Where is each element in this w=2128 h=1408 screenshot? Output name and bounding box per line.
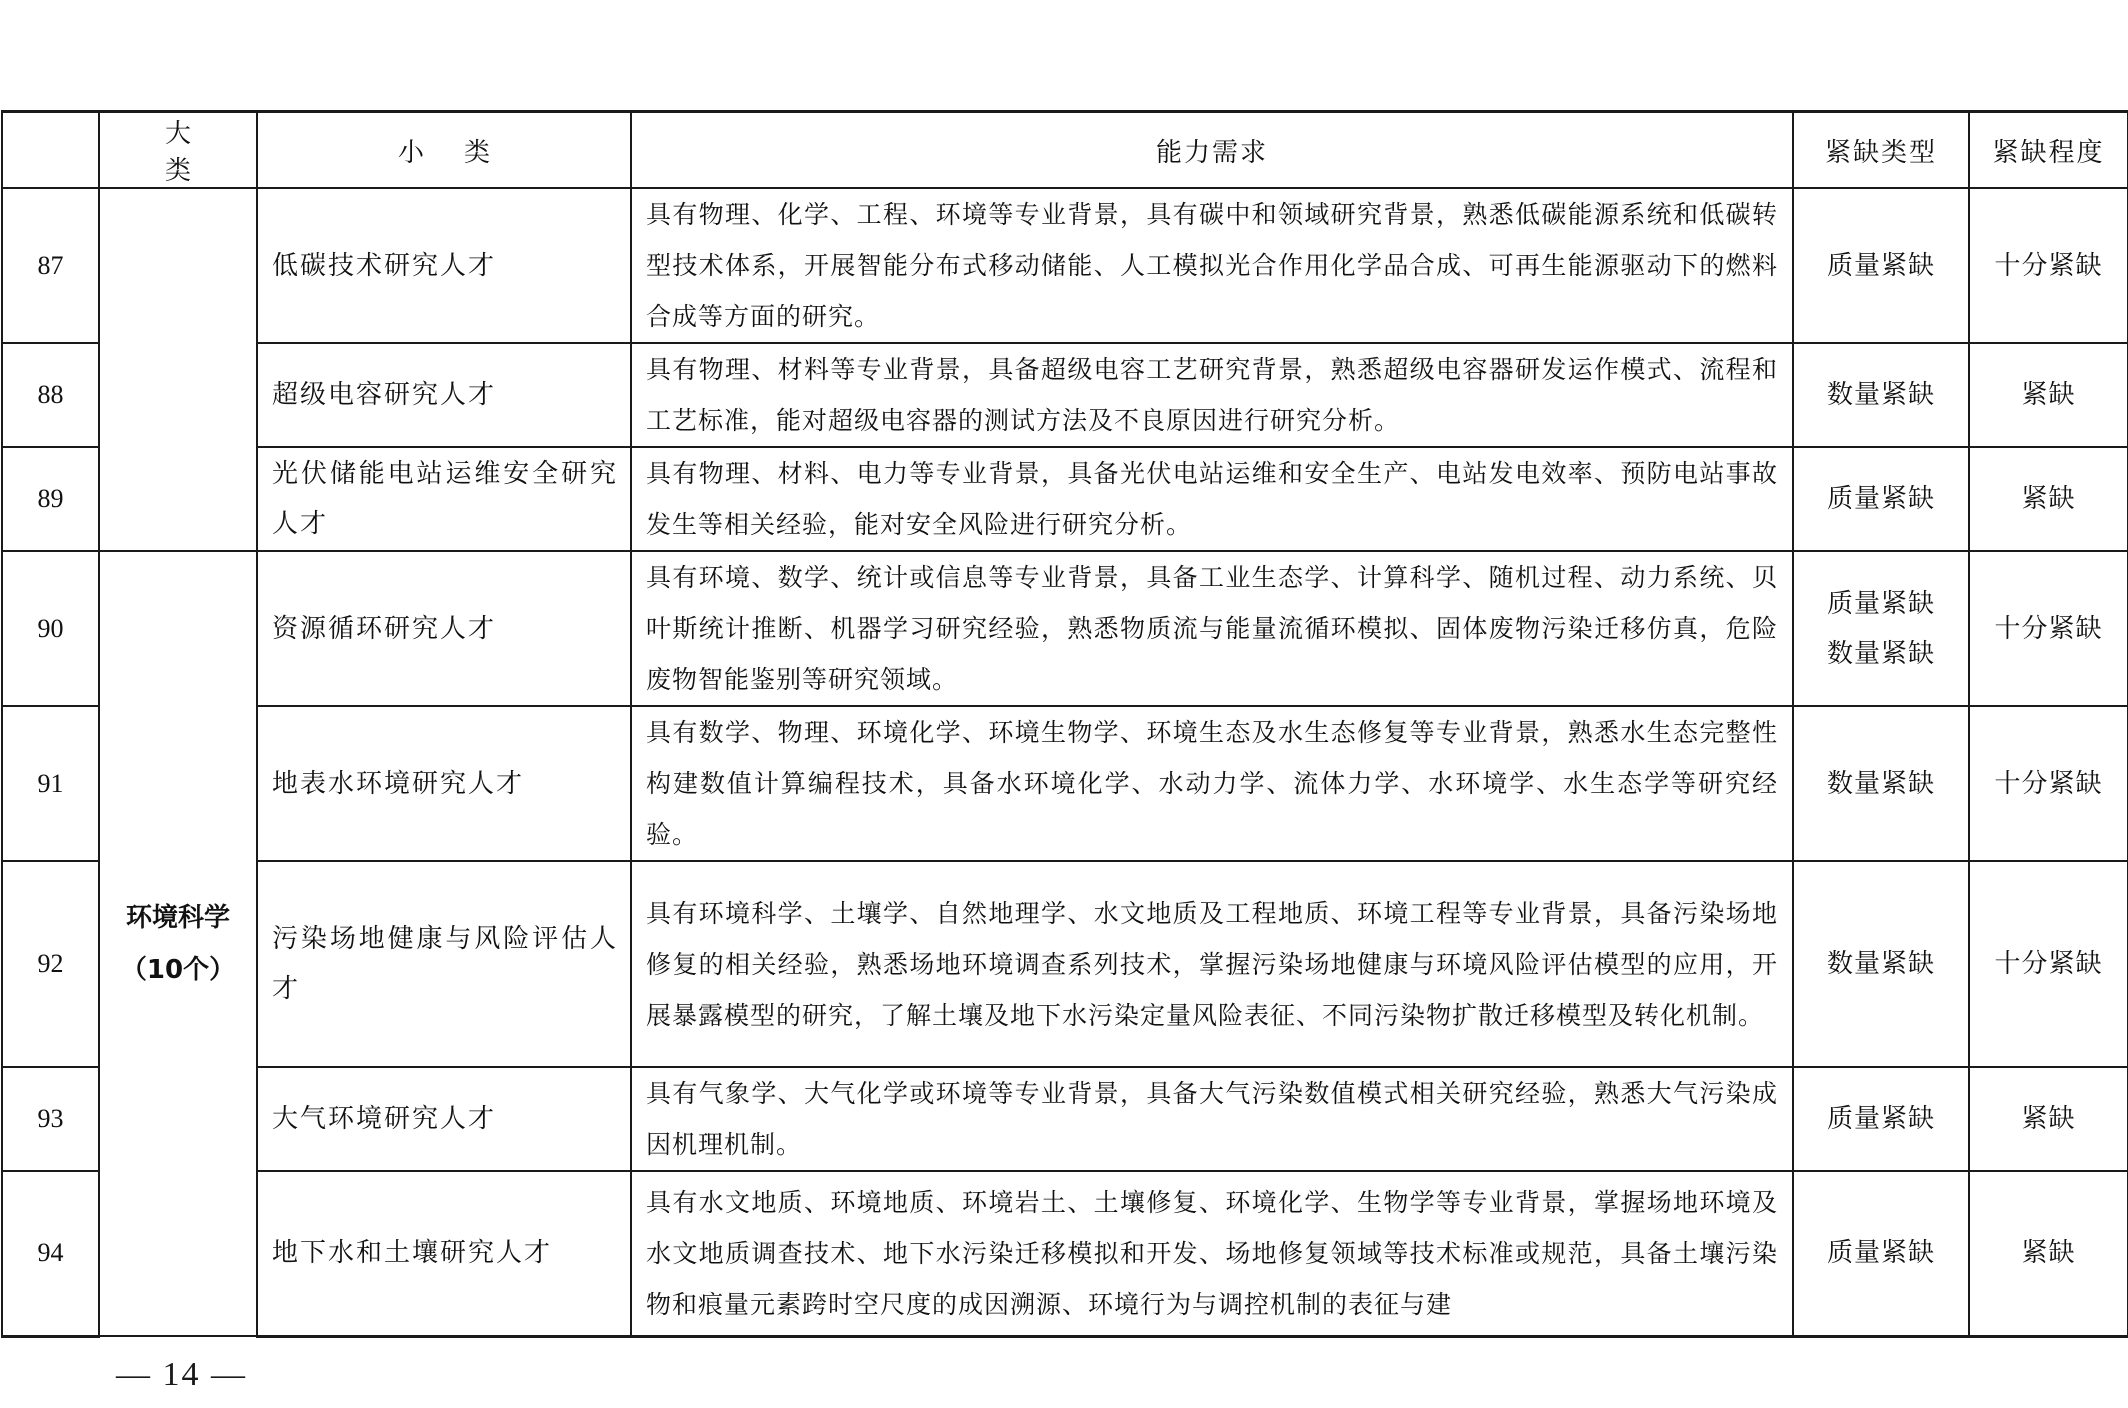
shortage-type-cell [1793, 551, 1969, 706]
talent-shortage-table [1, 110, 2128, 1338]
requirement-cell: 具有气象学、大气化学或环境等专业背景，具备大气污染数值模式相关研究经验，熟悉大气污染成因机理机制。 [631, 1067, 1793, 1171]
row-number: 92 [2, 861, 99, 1067]
shortage-level-cell: 紧缺 [1969, 447, 2128, 551]
table-header-row [2, 112, 2128, 189]
shortage-level-cell: 紧缺 [1969, 1171, 2128, 1336]
shortage-level-cell: 紧缺 [1969, 343, 2128, 447]
subcategory-cell: 资源循环研究人才 [257, 551, 631, 706]
table-row [2, 551, 2128, 706]
header-category: 大类 [99, 112, 257, 189]
row-number: 90 [2, 551, 99, 706]
subcategory-cell: 大气环境研究人才 [257, 1067, 631, 1171]
shortage-type-value: 数量紧缺 [1826, 768, 1935, 799]
table-row [2, 861, 2128, 1067]
shortage-type-value: 质量紧缺 [1826, 250, 1935, 281]
shortage-level-cell: 十分紧缺 [1969, 706, 2128, 861]
table-row [2, 1171, 2128, 1336]
requirement-cell: 具有环境科学、土壤学、自然地理学、水文地质及工程地质、环境工程等专业背景，具备污染场地修复的相关经验，熟悉场地环境调查系列技术，掌握污染场地健康与环境风险评估模型的应用，开展暴露模型的研究，了解土壤及地下水污染定量风险表征、不同污染物扩散迁移模型及转化机制。 [631, 861, 1793, 1067]
header-no [2, 112, 99, 189]
shortage-level-cell: 十分紧缺 [1969, 861, 2128, 1067]
category-name: 环境科学 [125, 902, 230, 933]
shortage-type-cell [1793, 343, 1969, 447]
shortage-type-value: 数量紧缺 [1826, 638, 1935, 669]
table-row [2, 706, 2128, 861]
shortage-level-cell: 十分紧缺 [1969, 188, 2128, 343]
table-row [2, 1067, 2128, 1171]
shortage-type-cell [1793, 188, 1969, 343]
shortage-level-cell: 紧缺 [1969, 1067, 2128, 1171]
row-number: 88 [2, 343, 99, 447]
shortage-type-value: 质量紧缺 [1826, 1238, 1935, 1269]
shortage-type-cell [1793, 447, 1969, 551]
header-requirement: 能力需求 [631, 112, 1793, 189]
table-row [2, 447, 2128, 551]
shortage-level-cell: 十分紧缺 [1969, 551, 2128, 706]
subcategory-cell: 低碳技术研究人才 [257, 188, 631, 343]
row-number: 87 [2, 188, 99, 343]
shortage-type-value: 质量紧缺 [1826, 484, 1935, 514]
shortage-type-cell [1793, 706, 1969, 861]
category-cell [99, 551, 257, 1336]
subcategory-cell: 光伏储能电站运维安全研究人才 [257, 447, 631, 551]
row-number: 91 [2, 706, 99, 861]
requirement-cell: 具有环境、数学、统计或信息等专业背景，具备工业生态学、计算科学、随机过程、动力系统、贝叶斯统计推断、机器学习研究经验，熟悉物质流与能量流循环模拟、固体废物污染迁移仿真，危险废物智能鉴别等研究领域。 [631, 551, 1793, 706]
header-shortage-level: 紧缺程度 [1969, 112, 2128, 189]
subcategory-cell: 污染场地健康与风险评估人才 [257, 861, 631, 1067]
table-row [2, 343, 2128, 447]
shortage-type-value: 数量紧缺 [1826, 380, 1935, 410]
subcategory-cell: 超级电容研究人才 [257, 343, 631, 447]
requirement-cell: 具有物理、化学、工程、环境等专业背景，具有碳中和领域研究背景，熟悉低碳能源系统和低碳转型技术体系，开展智能分布式移动储能、人工模拟光合作用化学品合成、可再生能源驱动下的燃料合成等方面的研究。 [631, 188, 1793, 343]
requirement-cell: 具有数学、物理、环境化学、环境生物学、环境生态及水生态修复等专业背景，熟悉水生态完整性构建数值计算编程技术，具备水环境化学、水动力学、流体力学、水环境学、水生态学等研究经验。 [631, 706, 1793, 861]
row-number: 93 [2, 1067, 99, 1171]
category-count: （10个） [120, 954, 236, 985]
subcategory-cell: 地下水和土壤研究人才 [257, 1171, 631, 1336]
subcategory-cell: 地表水环境研究人才 [257, 706, 631, 861]
requirement-cell: 具有物理、材料等专业背景，具备超级电容工艺研究背景，熟悉超级电容器研发运作模式、流程和工艺标准，能对超级电容器的测试方法及不良原因进行研究分析。 [631, 343, 1793, 447]
shortage-type-value: 数量紧缺 [1826, 949, 1935, 979]
header-shortage-type: 紧缺类型 [1793, 112, 1969, 189]
shortage-type-cell [1793, 861, 1969, 1067]
header-subcategory: 小类 [257, 112, 631, 189]
shortage-type-value: 质量紧缺 [1826, 588, 1935, 619]
requirement-cell: 具有物理、材料、电力等专业背景，具备光伏电站运维和安全生产、电站发电效率、预防电站事故发生等相关经验，能对安全风险进行研究分析。 [631, 447, 1793, 551]
row-number: 89 [2, 447, 99, 551]
table-row [2, 188, 2128, 343]
category-cell-empty [99, 188, 257, 551]
page-number: — 14 — [116, 1356, 247, 1393]
row-number: 94 [2, 1171, 99, 1336]
shortage-type-cell [1793, 1171, 1969, 1336]
requirement-cell: 具有水文地质、环境地质、环境岩土、土壤修复、环境化学、生物学等专业背景，掌握场地环境及水文地质调查技术、地下水污染迁移模拟和开发、场地修复领域等技术标准或规范，具备土壤污染物和痕量元素跨时空尺度的成因溯源、环境行为与调控机制的表征与建 [631, 1171, 1793, 1336]
shortage-type-cell [1793, 1067, 1969, 1171]
shortage-type-value: 质量紧缺 [1826, 1104, 1935, 1134]
